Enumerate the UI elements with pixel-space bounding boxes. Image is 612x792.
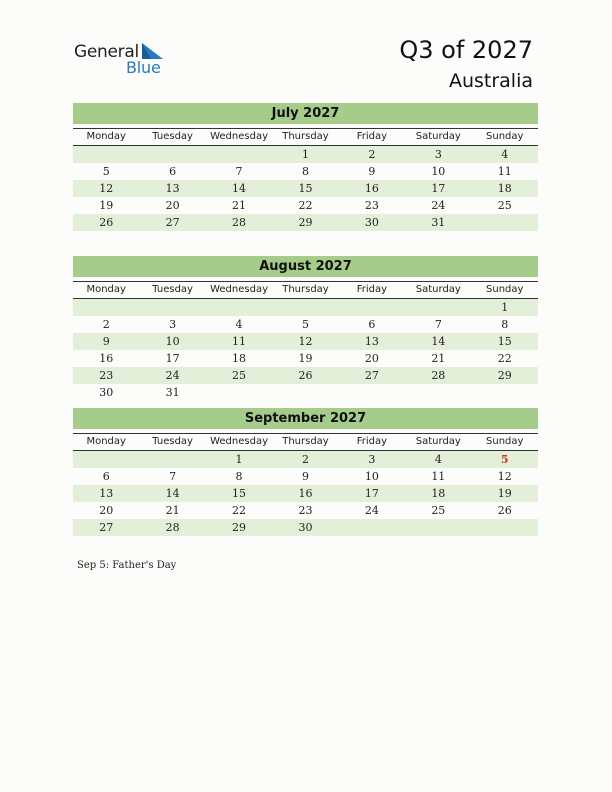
day-cell: 19: [99, 199, 114, 212]
day-cell: 3: [169, 318, 177, 331]
day-cell: 1: [235, 453, 243, 466]
day-cell: 26: [497, 504, 512, 517]
weekday-label: Monday: [86, 131, 126, 142]
day-cell: 6: [102, 470, 110, 483]
month-block: [73, 256, 538, 401]
week-row: [73, 197, 538, 214]
day-cell: 3: [434, 148, 442, 161]
day-cell: 24: [364, 504, 379, 517]
day-cell: 28: [431, 369, 446, 382]
day-cell: [206, 384, 272, 401]
day-cell: [339, 384, 405, 401]
day-cell: [339, 299, 405, 316]
day-cell: 2: [301, 453, 309, 466]
week-row: [73, 367, 538, 384]
day-cell: 28: [232, 216, 247, 229]
day-cell: 30: [298, 521, 313, 534]
day-cell: 29: [298, 216, 313, 229]
day-cell: 31: [165, 386, 180, 399]
day-cell: 23: [99, 369, 114, 382]
week-row: [73, 468, 538, 485]
day-cell: 8: [235, 470, 243, 483]
day-cell: 29: [497, 369, 512, 382]
day-cell: 21: [431, 352, 446, 365]
day-cell: 5: [301, 318, 309, 331]
day-cell: 24: [165, 369, 180, 382]
weekday-label: Tuesday: [152, 131, 193, 142]
week-row: [73, 333, 538, 350]
weekday-label: Saturday: [415, 436, 461, 447]
weekday-label: Wednesday: [210, 131, 268, 142]
day-cell: 15: [232, 487, 247, 500]
day-cell: 14: [431, 335, 446, 348]
day-cell: 4: [235, 318, 243, 331]
day-cell: 22: [232, 504, 247, 517]
weekday-label: Friday: [356, 284, 388, 295]
day-cell: 13: [364, 335, 379, 348]
day-cell: 5: [102, 165, 110, 178]
day-cell: 29: [232, 521, 247, 534]
day-cell: 12: [99, 182, 114, 195]
day-cell: 13: [99, 487, 114, 500]
day-cell: 6: [368, 318, 376, 331]
day-cell: 10: [364, 470, 379, 483]
day-cell: 9: [301, 470, 309, 483]
day-cell: 3: [368, 453, 376, 466]
day-cell: 20: [165, 199, 180, 212]
weekday-label: Monday: [86, 436, 126, 447]
day-cell: 16: [298, 487, 313, 500]
day-cell: 7: [434, 318, 442, 331]
month-title: July 2027: [73, 103, 538, 124]
week-row: [73, 146, 538, 163]
day-cell: 16: [99, 352, 114, 365]
day-cell: 4: [501, 148, 509, 161]
page-title: Q3 of 2027: [399, 36, 533, 64]
week-row: [73, 214, 538, 231]
weekday-header-row: [73, 128, 538, 146]
day-cell: 22: [298, 199, 313, 212]
day-cell: 13: [165, 182, 180, 195]
weekday-label: Wednesday: [210, 436, 268, 447]
weekday-label: Sunday: [486, 436, 524, 447]
day-cell: 22: [497, 352, 512, 365]
holiday-day-cell: 5: [500, 453, 509, 466]
day-cell: 28: [165, 521, 180, 534]
day-cell: 24: [431, 199, 446, 212]
weekday-label: Sunday: [486, 284, 524, 295]
week-row: [73, 299, 538, 316]
day-cell: [339, 519, 405, 536]
day-cell: [139, 299, 205, 316]
week-row: [73, 384, 538, 401]
day-cell: 12: [298, 335, 313, 348]
weekday-label: Thursday: [282, 284, 329, 295]
day-cell: 30: [364, 216, 379, 229]
week-row: [73, 180, 538, 197]
day-cell: 16: [364, 182, 379, 195]
day-cell: [472, 519, 538, 536]
day-cell: 17: [165, 352, 180, 365]
day-cell: [405, 299, 471, 316]
logo-blue-text: Blue: [126, 58, 161, 77]
week-row: [73, 451, 538, 468]
day-cell: 25: [232, 369, 247, 382]
day-cell: [472, 214, 538, 231]
weekday-label: Friday: [356, 131, 388, 142]
day-cell: 11: [431, 470, 446, 483]
weekday-label: Thursday: [282, 131, 329, 142]
weekday-label: Monday: [86, 284, 126, 295]
weekday-label: Thursday: [282, 436, 329, 447]
day-cell: 21: [165, 504, 180, 517]
day-cell: 14: [165, 487, 180, 500]
day-cell: 30: [99, 386, 114, 399]
day-cell: 26: [99, 216, 114, 229]
weekday-label: Wednesday: [210, 284, 268, 295]
day-cell: 18: [497, 182, 512, 195]
day-cell: 25: [431, 504, 446, 517]
day-cell: [73, 451, 139, 468]
day-cell: 8: [301, 165, 309, 178]
weekday-label: Saturday: [415, 284, 461, 295]
day-cell: [73, 299, 139, 316]
day-cell: 14: [232, 182, 247, 195]
day-cell: [206, 146, 272, 163]
day-cell: [73, 146, 139, 163]
day-cell: [272, 384, 338, 401]
month-title: September 2027: [73, 408, 538, 429]
day-cell: 4: [434, 453, 442, 466]
day-cell: [405, 519, 471, 536]
day-cell: 8: [501, 318, 509, 331]
week-row: [73, 350, 538, 367]
day-cell: 25: [497, 199, 512, 212]
day-cell: 21: [232, 199, 247, 212]
day-cell: 27: [99, 521, 114, 534]
day-cell: 17: [364, 487, 379, 500]
day-cell: 1: [501, 301, 509, 314]
day-cell: 19: [298, 352, 313, 365]
country-name: Australia: [448, 70, 533, 92]
day-cell: 9: [102, 335, 110, 348]
holiday-note: Sep 5: Father's Day: [77, 560, 177, 571]
weekday-label: Sunday: [486, 131, 524, 142]
day-cell: [206, 299, 272, 316]
day-cell: 18: [232, 352, 247, 365]
month-title: August 2027: [73, 256, 538, 277]
week-row: [73, 163, 538, 180]
day-cell: 15: [298, 182, 313, 195]
day-cell: [272, 299, 338, 316]
weekday-label: Tuesday: [152, 284, 193, 295]
month-block: [73, 103, 538, 231]
day-cell: 7: [235, 165, 243, 178]
week-row: [73, 316, 538, 333]
day-cell: 15: [497, 335, 512, 348]
day-cell: [139, 146, 205, 163]
week-row: [73, 502, 538, 519]
day-cell: 7: [169, 470, 177, 483]
month-block: [73, 408, 538, 536]
day-cell: [139, 451, 205, 468]
day-cell: 1: [301, 148, 309, 161]
day-cell: 20: [364, 352, 379, 365]
day-cell: 23: [364, 199, 379, 212]
weekday-label: Saturday: [415, 131, 461, 142]
day-cell: 9: [368, 165, 376, 178]
week-row: [73, 485, 538, 502]
weekday-header-row: [73, 281, 538, 299]
day-cell: 18: [431, 487, 446, 500]
week-row: [73, 519, 538, 536]
day-cell: 10: [431, 165, 446, 178]
day-cell: 2: [368, 148, 376, 161]
weekday-label: Tuesday: [152, 436, 193, 447]
day-cell: 20: [99, 504, 114, 517]
day-cell: 31: [431, 216, 446, 229]
day-cell: 11: [497, 165, 512, 178]
logo-triangle-icon: [142, 43, 164, 59]
day-cell: 2: [102, 318, 110, 331]
day-cell: 11: [232, 335, 247, 348]
day-cell: 10: [165, 335, 180, 348]
day-cell: 27: [165, 216, 180, 229]
day-cell: [472, 384, 538, 401]
day-cell: 23: [298, 504, 313, 517]
logo: [74, 40, 174, 80]
day-cell: 12: [497, 470, 512, 483]
day-cell: [405, 384, 471, 401]
day-cell: 27: [364, 369, 379, 382]
day-cell: 19: [497, 487, 512, 500]
day-cell: 17: [431, 182, 446, 195]
day-cell: 6: [169, 165, 177, 178]
weekday-label: Friday: [356, 436, 388, 447]
weekday-header-row: [73, 433, 538, 451]
day-cell: 26: [298, 369, 313, 382]
logo-general-text: General: [74, 42, 139, 62]
